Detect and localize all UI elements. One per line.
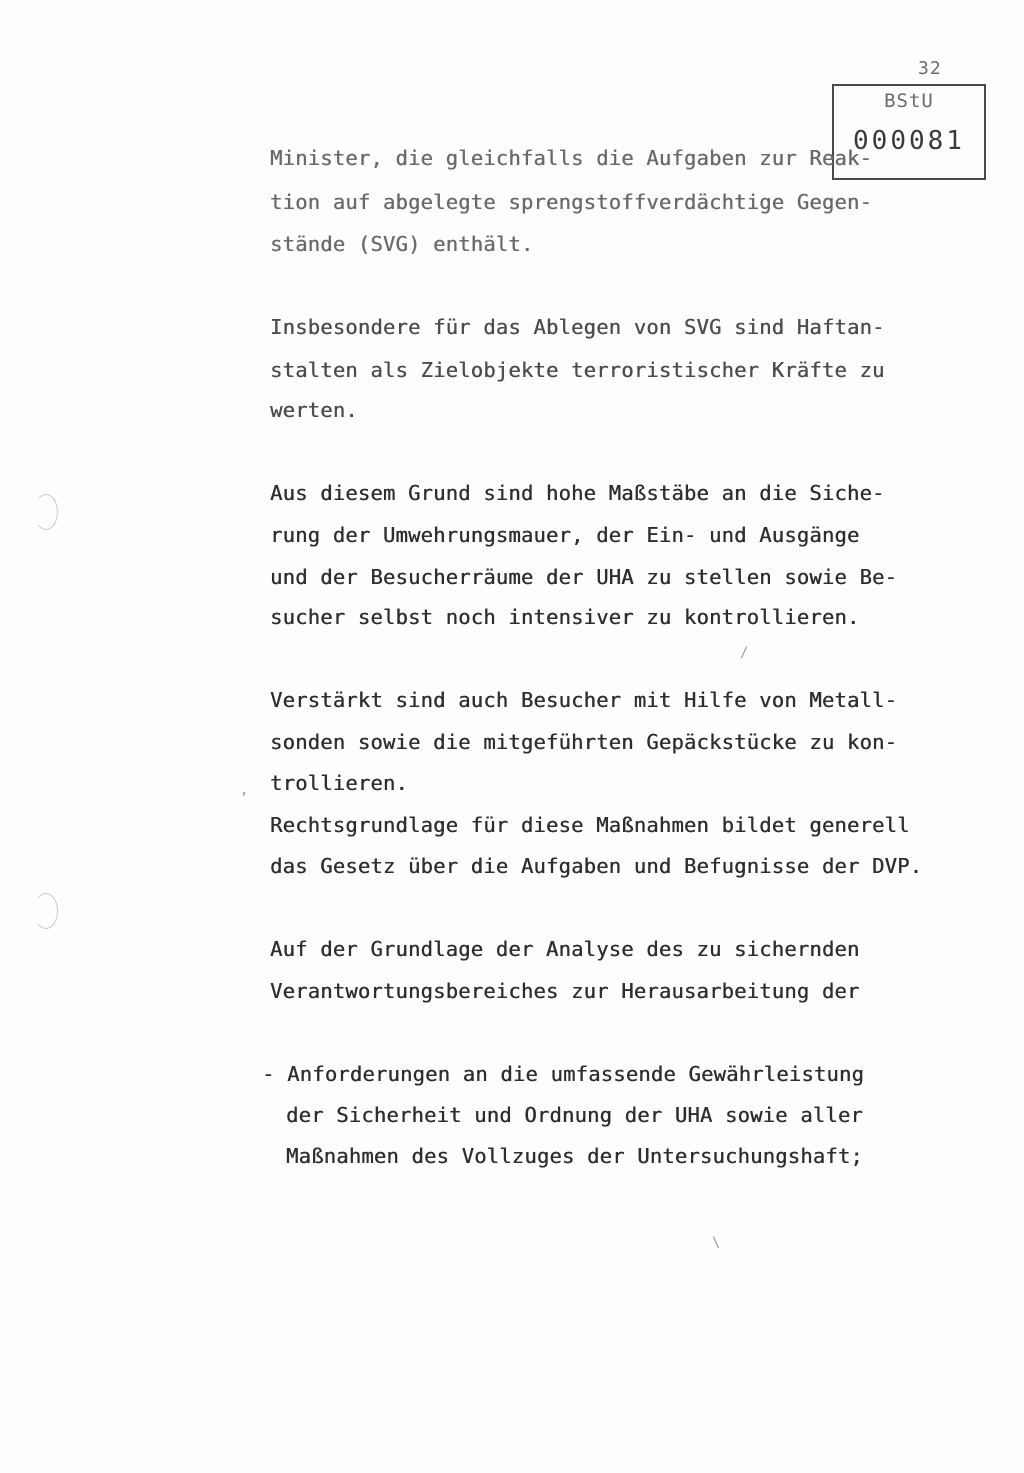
- text-line: Verantwortungsbereiches zur Herausarbeitung der: [270, 979, 860, 1003]
- ink-speck: /: [740, 645, 749, 661]
- stamp-label: BStU: [884, 90, 934, 112]
- text-line: sonden sowie die mitgeführten Gepäckstücke zu kon-: [270, 730, 898, 754]
- list-item-line: Maßnahmen des Vollzuges der Untersuchungshaft;: [286, 1144, 863, 1168]
- ink-speck: \: [712, 1235, 721, 1251]
- text-line: rung der Umwehrungsmauer, der Ein- und Ausgänge: [270, 523, 860, 547]
- text-line: trollieren.: [270, 771, 408, 795]
- stamp-number: 000081: [853, 126, 965, 156]
- text-line: Aus diesem Grund sind hohe Maßstäbe an die Siche-: [270, 481, 885, 505]
- text-line: Insbesondere für das Ablegen von SVG sind Haftan-: [270, 315, 885, 339]
- text-line: tion auf abgelegte sprengstoffverdächtige Gegen-: [270, 190, 873, 214]
- text-line: stände (SVG) enthält.: [270, 232, 534, 256]
- page-number: 32: [918, 58, 942, 79]
- text-line: Rechtsgrundlage für diese Maßnahmen bildet generell: [270, 813, 910, 837]
- text-line: das Gesetz über die Aufgaben und Befugnisse der DVP.: [270, 854, 923, 878]
- text-line: stalten als Zielobjekte terroristischer Kräfte zu: [270, 358, 885, 382]
- list-item-line: - Anforderungen an die umfassende Gewährleistung: [262, 1062, 865, 1086]
- punch-hole: [34, 893, 58, 929]
- list-item-line: der Sicherheit und Ordnung der UHA sowie aller: [286, 1103, 863, 1127]
- text-line: sucher selbst noch intensiver zu kontrollieren.: [270, 605, 860, 629]
- punch-hole: [34, 494, 58, 530]
- text-line: und der Besucherräume der UHA zu stellen sowie Be-: [270, 565, 898, 589]
- text-line: Verstärkt sind auch Besucher mit Hilfe von Metall-: [270, 688, 898, 712]
- text-line: werten.: [270, 398, 358, 422]
- text-line: Minister, die gleichfalls die Aufgaben zur Reak-: [270, 146, 873, 170]
- text-line: Auf der Grundlage der Analyse des zu sichernden: [270, 937, 860, 961]
- ink-speck: ,: [240, 782, 249, 798]
